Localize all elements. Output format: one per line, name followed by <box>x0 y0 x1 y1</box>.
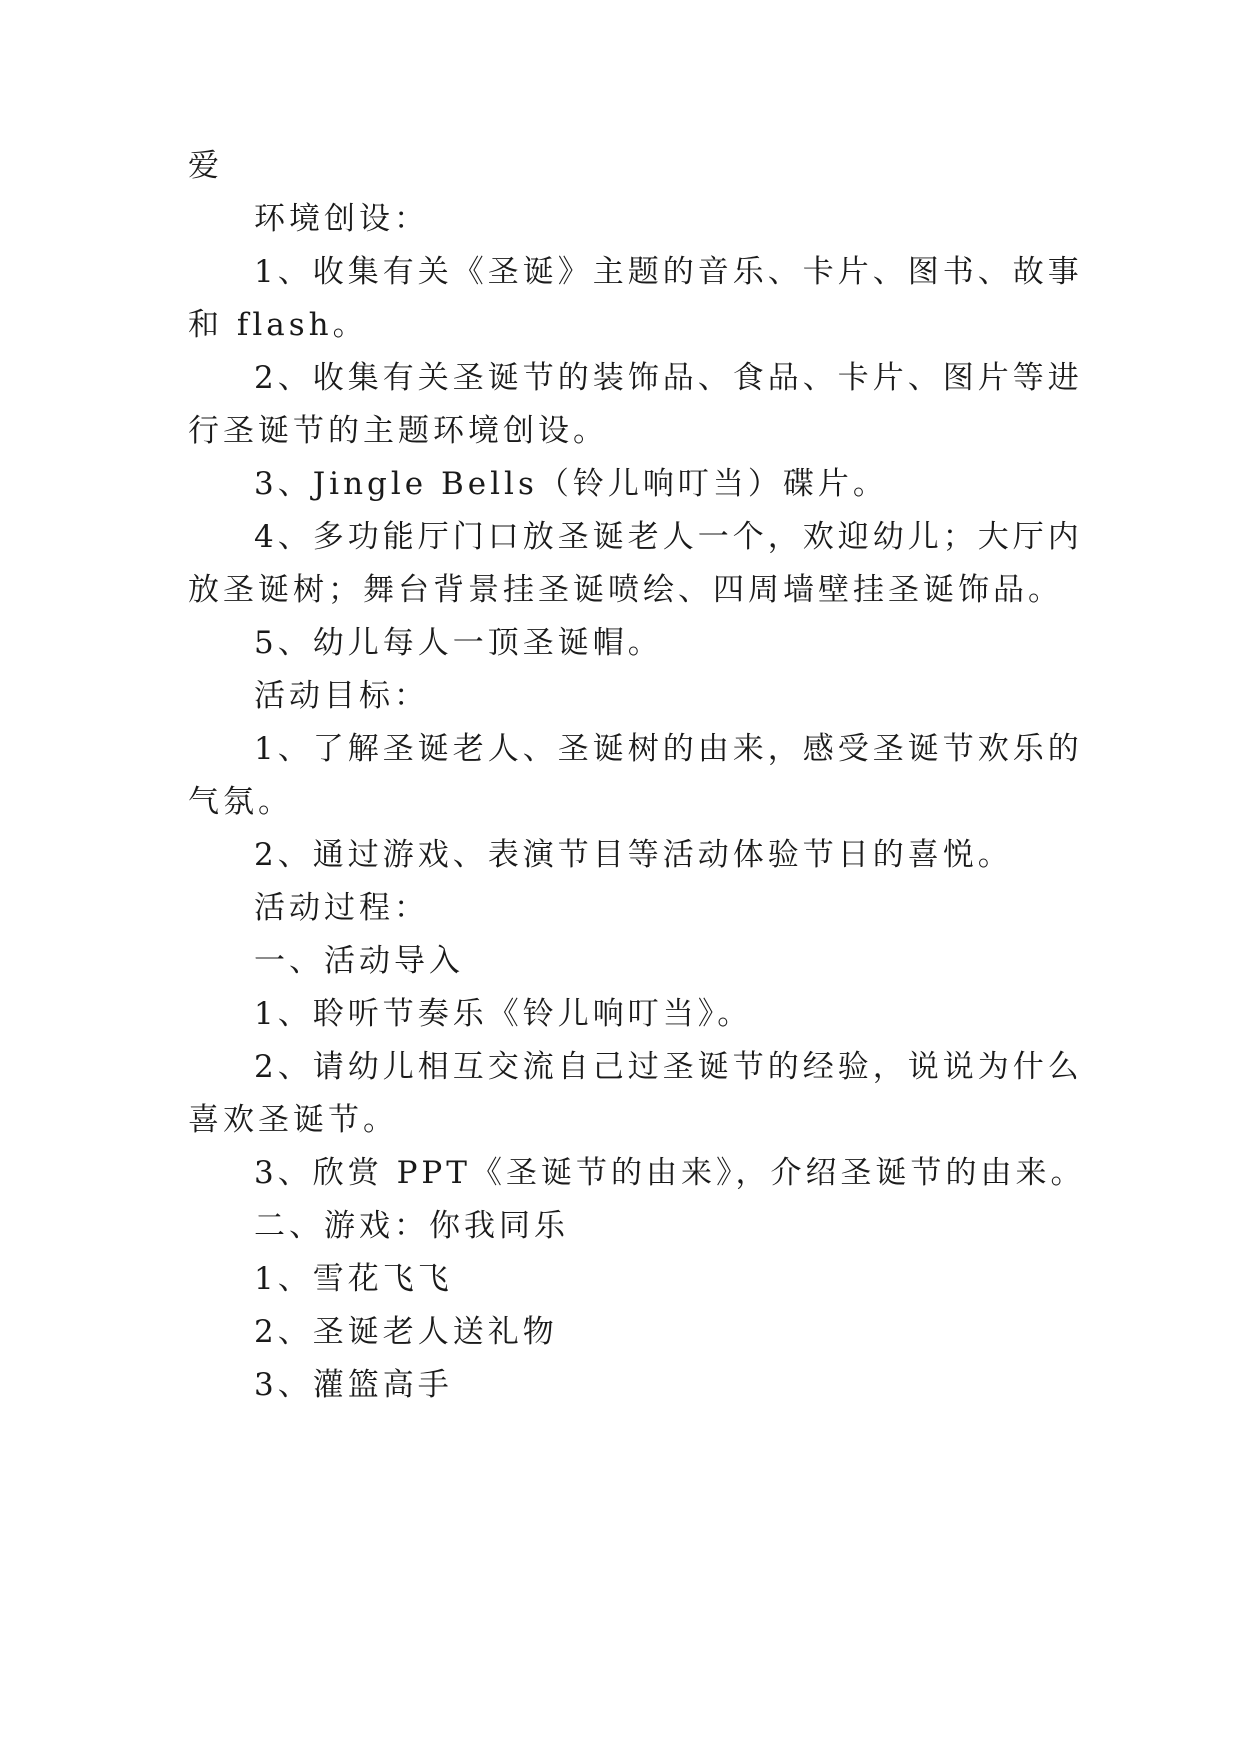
text-line: 2、通过游戏、表演节目等活动体验节日的喜悦。 <box>254 837 1013 873</box>
text-line: 喜欢圣诞节。 <box>188 1102 398 1138</box>
text-line: 1、雪花飞飞 <box>254 1261 453 1297</box>
text-line: 4、多功能厅门口放圣诞老人一个，欢迎幼儿；大厅内 <box>254 519 1083 555</box>
text-line: 2、请幼儿相互交流自己过圣诞节的经验，说说为什么 <box>254 1049 1083 1085</box>
text-line: 5、幼儿每人一顶圣诞帽。 <box>254 625 663 661</box>
text-line: 放圣诞树；舞台背景挂圣诞喷绘、四周墙壁挂圣诞饰品。 <box>188 572 1063 608</box>
text-line: 行圣诞节的主题环境创设。 <box>188 413 608 449</box>
text-line: 3、Jingle Bells（铃儿响叮当）碟片。 <box>254 466 888 502</box>
text-line: 2、圣诞老人送礼物 <box>254 1314 558 1350</box>
text-line: 和 flash。 <box>188 307 368 343</box>
subsection-heading: 一、活动导入 <box>254 943 464 979</box>
text-line: 3、欣赏 PPT《圣诞节的由来》，介绍圣诞节的由来。 <box>254 1155 1086 1191</box>
text-line: 气氛。 <box>188 784 293 820</box>
text-line: 爱 <box>188 148 223 184</box>
text-line: 1、收集有关《圣诞》主题的音乐、卡片、图书、故事 <box>254 254 1083 290</box>
section-heading-goals: 活动目标： <box>254 678 429 714</box>
section-heading-environment: 环境创设： <box>254 201 429 237</box>
text-line: 3、灌篮高手 <box>254 1367 453 1403</box>
text-line: 1、了解圣诞老人、圣诞树的由来，感受圣诞节欢乐的 <box>254 731 1083 767</box>
section-heading-process: 活动过程： <box>254 890 429 926</box>
text-line: 1、聆听节奏乐《铃儿响叮当》。 <box>254 996 753 1032</box>
text-line: 2、收集有关圣诞节的装饰品、食品、卡片、图片等进 <box>254 360 1083 396</box>
subsection-heading: 二、游戏：你我同乐 <box>254 1208 569 1244</box>
